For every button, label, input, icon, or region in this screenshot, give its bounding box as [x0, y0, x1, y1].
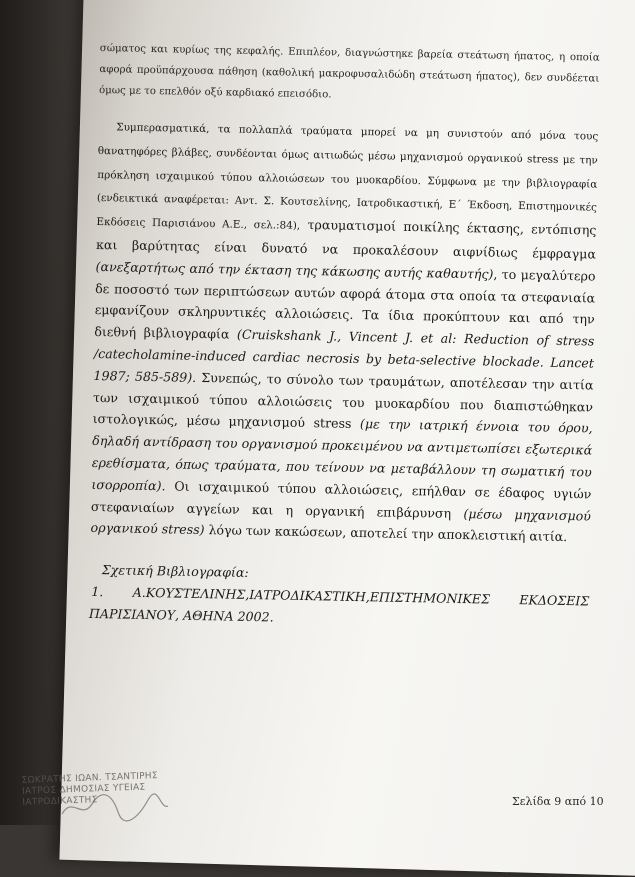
stamp-line-title: ΙΑΤΡΟΣ ΔΗΜΟΣΙΑΣ ΥΓΕΙΑΣ: [21, 782, 146, 797]
reference-number: 1.: [91, 584, 104, 600]
paragraph-2: [90, 115, 598, 549]
paragraph-2-text-b: τραυματισμοί ποικίλης έκτασης, εντόπισης και βαρύτητας είναι δυνατό να προκαλέσουν αιφνίδιως έμφραγμα: [95, 217, 597, 262]
stamp-line-name: ΣΩΚΡΑΤΗΣ ΙΩΑΝ. ΤΣΑΝΤΙΡΗΣ: [21, 771, 159, 786]
page-number: Σελίδα 9 από 10: [512, 795, 604, 808]
paragraph-2-text-f: λόγω των κακώσεων, αποτελεί την αποκλειστική αιτία.: [204, 522, 568, 545]
paragraph-2-text-d: Συνεπώς, το σύνολο των τραυμάτων, αποτέλεσαν την αιτία των ισχαιμικού τύπου αλλοιώσεις του μυοκαρδίου που διαπιστώθηκαν ιστολογικώς, μέσω μηχανισμού stress: [92, 369, 594, 432]
stamp-line-role: ΙΑΤΡΟΔΙΚΑΣΤΗΣ: [22, 795, 98, 808]
references-title: Σχετική Βιβλιογραφία:: [101, 562, 249, 581]
paragraph-2-italic-c: (μέσω μηχανισμού οργανικού stress): [90, 505, 592, 538]
document-body: [89, 38, 600, 635]
reference-publisher-word: ΕΚΔΟΣΕΙΣ: [519, 592, 590, 609]
signature-scribble: [60, 792, 170, 822]
references-section: [89, 559, 590, 635]
paragraph-2-citation: (Cruiskshank J., Vincent J. et al: Reduction of stress /catecholamine-induced cardiac necrosis by beta-selective blockade. Lancet 1987; 585-589).: [93, 326, 595, 385]
paragraph-2-text-c: , το μεγαλύτερο δε ποσοστό των περιπτώσεων αυτών αφορά άτομα στα οποία τα στεφανιαία εμφανίζουν σκληρυντικές αλλοιώσεις. Τα ίδια προκύπτουν και από την διεθνή βιβλιογραφία: [94, 266, 596, 342]
paragraph-1: σώματος και κυρίως της κεφαλής. Επιπλέον, διαγνώστηκε βαρεία στεάτωση ήπατος, η οποία αφορά προϋπάρχουσα πάθηση (καθολική μακροφυσαλιδώδη στεάτωση ήπατος), δεν συνδέεται όμως με το επελθόν οξύ καρδιακό επεισόδιο.: [98, 42, 600, 101]
reference-author-title: Α.ΚΟΥΣΤΕΛΙΝΗΣ,ΙΑΤΡΟΔΙΚΑΣΤΙΚΗ,ΕΠΙΣΤΗΜΟΝΙΚΕΣ: [132, 584, 491, 607]
paragraph-2-italic-a: (ανεξαρτήτως από την έκταση της κάκωσης αυτής καθαυτής): [95, 258, 494, 282]
paragraph-2-italic-b: (με την ιατρική έννοια του όρου, δηλαδή αντίδραση του οργανισμού προκειμένου να αντιμετωπίσει εξωτερικά ερεθίσματα, όπως τραύματα, που τείνουν να μεταβάλλουν τη σωματική του ισορροπία).: [91, 416, 593, 494]
paragraph-2-text-e: Οι ισχαιμικού τύπου αλλοιώσεις, επήλθαν σε έδαφος υγιών στεφανιαίων αγγείων και η οργανική επιβάρυνση: [90, 478, 592, 521]
reference-item-continuation: ΠΑΡΙΣΙΑΝΟΥ, ΑΘΗΝΑ 2002.: [88, 606, 274, 625]
paragraph-2-text-a: Συμπερασματικά, τα πολλαπλά τραύματα μπορεί να μη συνιστούν από μόνα τους θανατηφόρες βλάβες, συνδέονται όμως αιτιωδώς μέσω μηχανισμού οργανικού stress με την πρόκληση ισχαιμικού τύπου αλλοιώσεων του μυοκαρδίου. Σύμφωνα με την βιβλιογραφία (ενδεικτικά αναφέρεται: Αντ. Σ. Κουτσελίνης, Ιατροδικαστική, Ε΄ Έκδοση, Επιστημονικές Εκδόσεις Παρισιάνου Α.Ε., σελ.:84),: [96, 121, 599, 233]
